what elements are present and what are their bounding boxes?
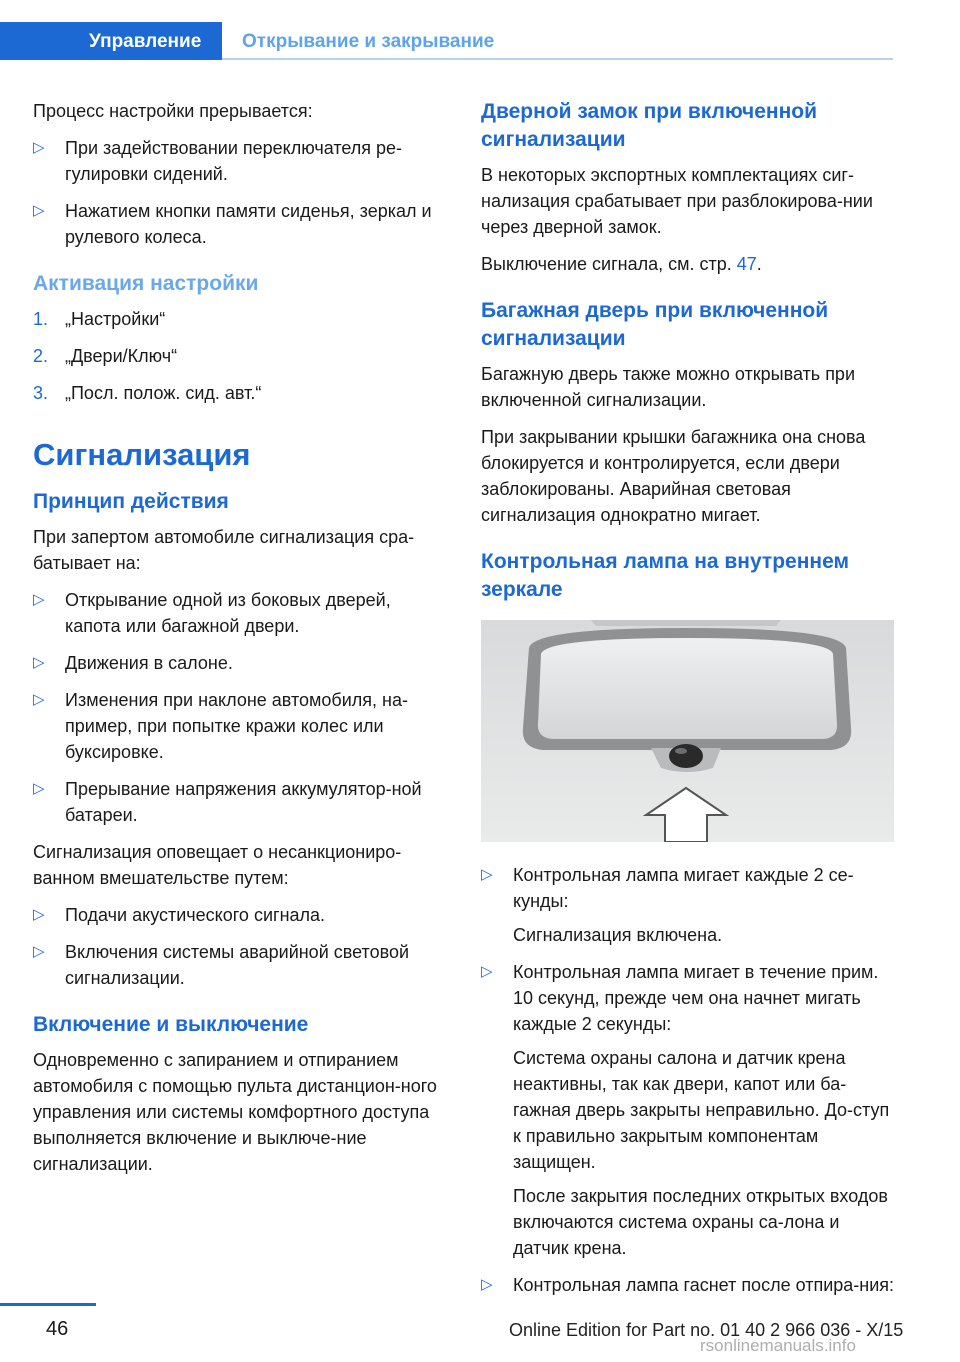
interrupt-intro: Процесс настройки прерывается:	[33, 101, 313, 121]
chapter-tab[interactable]: Открывание и закрывание	[222, 22, 893, 60]
bullet-triangle-icon: ▷	[33, 906, 45, 923]
step-item: 3. „Посл. полож. сид. авт.“	[33, 383, 262, 403]
edition-note: Online Edition for Part no. 01 40 2 966 036 - X/15	[509, 1320, 904, 1340]
bullet-triangle-icon: ▷	[33, 139, 45, 156]
trunk-heading: Багажная дверь при включенной сигнализации	[481, 299, 829, 350]
bullet-triangle-icon: ▷	[481, 866, 493, 883]
principle-bullets	[33, 587, 448, 828]
switchoff-ref: Выключение сигнала, см. стр. 47.	[481, 254, 762, 274]
list-item: ▷ Контрольная лампа мигает в течение прим. 10 секунд, прежде чем она начнет мигать каждые 2 секунды: Система охраны салона и датчик крена неактивны, так как двери, капот или ба-гажная дверь закрыты неправильно. До-ступ к правильно закрытым компонентам защищен. После закрытия последних открытых входов включаются система охраны са-лона и датчик крена.	[481, 959, 896, 1261]
list-item: ▷ Подачи акустического сигнала.	[33, 902, 448, 928]
left-column	[33, 98, 448, 1188]
step-item: 2. „Двери/Ключ“	[33, 346, 178, 366]
page-header	[0, 22, 893, 62]
notify-bullets	[33, 902, 448, 991]
indicator-lamp	[669, 744, 703, 768]
lock-text: В некоторых экспортных комплектациях сиг-нализация срабатывает при разблокирова-нии через дверной замок.	[481, 165, 873, 237]
lamp-heading: Контрольная лампа на внутреннем зеркале	[481, 550, 850, 601]
principle-heading: Принцип действия	[33, 490, 229, 513]
lock-heading: Дверной замок при включенной сигнализации	[481, 100, 818, 151]
mirror-figure	[481, 620, 894, 842]
page-number: 46	[46, 1318, 69, 1340]
bullet-triangle-icon: ▷	[33, 591, 45, 608]
list-item: ▷ Открывание одной из боковых дверей, капота или багажной двери.	[33, 587, 448, 639]
interrupt-bullets	[33, 135, 448, 250]
bullet-triangle-icon: ▷	[33, 780, 45, 797]
list-item: ▷ Прерывание напряжения аккумулятор-ной батареи.	[33, 776, 448, 828]
page-link[interactable]: 47	[736, 254, 757, 274]
list-item: ▷ При задействовании переключателя ре-гулировки сидений.	[33, 135, 448, 187]
watermark: rsonlinemanuals.info	[700, 1336, 856, 1355]
bullet-triangle-icon: ▷	[33, 943, 45, 960]
list-item: ▷ Нажатием кнопки памяти сиденья, зеркал и рулевого колеса.	[33, 198, 448, 250]
footer-rule	[0, 1303, 96, 1306]
bullet-triangle-icon: ▷	[33, 202, 45, 219]
lamp-bullets	[481, 862, 896, 1298]
notify-text: Сигнализация оповещает о несанкциониро-ванном вмешательстве путем:	[33, 842, 402, 888]
section-tab[interactable]: Управление	[0, 22, 222, 60]
activation-heading: Активация настройки	[33, 272, 259, 295]
onoff-heading: Включение и выключение	[33, 1013, 309, 1036]
bullet-triangle-icon: ▷	[481, 963, 493, 980]
bullet-triangle-icon: ▷	[33, 654, 45, 671]
bullet-triangle-icon: ▷	[481, 1276, 493, 1293]
onoff-text: Одновременно с запиранием и отпиранием автомобиля с помощью пульта дистанцион-ного управления или системы комфортного доступа выполняется включение и выключе-ние сигнализации.	[33, 1050, 437, 1174]
list-item: ▷ Изменения при наклоне автомобиля, на-пример, при попытке кражи колес или буксировке.	[33, 687, 448, 765]
list-item: ▷ Контрольная лампа мигает каждые 2 се-кунды: Сигнализация включена.	[481, 862, 896, 948]
list-item: ▷ Включения системы аварийной световой сигнализации.	[33, 939, 448, 991]
list-item: ▷ Движения в салоне.	[33, 650, 448, 676]
trunk-text-2: При закрывании крышки багажника она снова блокируется и контролируется, если двери заблокированы. Аварийная световая сигнализация однократно мигает.	[481, 427, 866, 525]
step-item: 1. „Настройки“	[33, 309, 166, 329]
lamp-highlight	[675, 748, 687, 754]
principle-text: При запертом автомобиле сигнализация сра-батывает на:	[33, 527, 415, 573]
activation-steps	[33, 306, 448, 406]
section-title: Сигнализация	[33, 437, 251, 472]
mirror-glass	[538, 638, 837, 739]
trunk-text-1: Багажную дверь также можно открывать при включенной сигнализации.	[481, 364, 856, 410]
mirror-mount	[591, 620, 781, 626]
list-item: ▷ Контрольная лампа гаснет после отпира-ния:	[481, 1272, 896, 1298]
right-column	[481, 98, 896, 1309]
bullet-triangle-icon: ▷	[33, 691, 45, 708]
